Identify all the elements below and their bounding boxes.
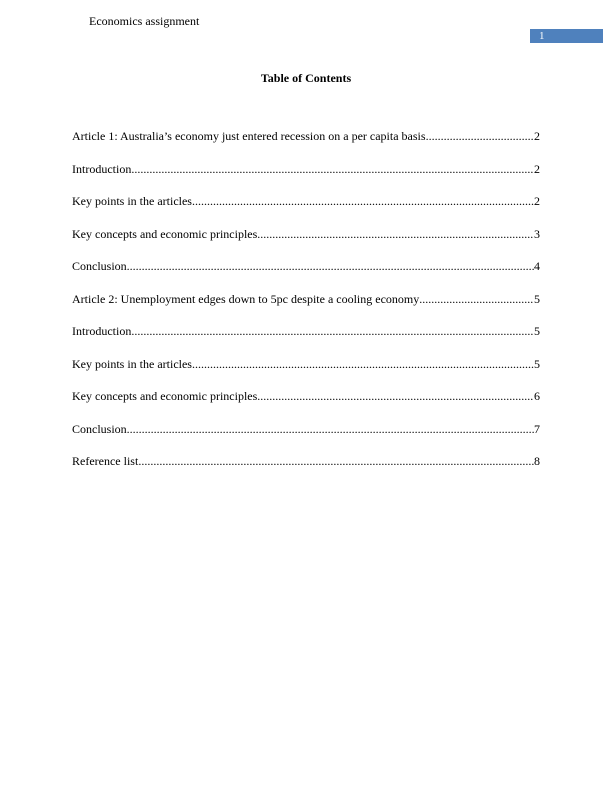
header-title: Economics assignment — [89, 14, 200, 28]
toc-entry-conclusion-1[interactable] — [72, 259, 540, 292]
toc-entry-title: Key points in the articles — [72, 194, 192, 208]
toc-entry-page: 2 — [534, 161, 540, 176]
toc-entry-page: 7 — [534, 421, 540, 436]
toc-entry-article-1[interactable] — [72, 129, 540, 162]
toc-heading: Table of Contents — [260, 71, 352, 85]
toc-dot-leader — [138, 454, 534, 469]
toc-entry-page: 5 — [534, 324, 540, 338]
toc-entry-page: 4 — [534, 259, 540, 273]
toc-entry-title: Conclusion — [72, 259, 127, 273]
toc-dot-leader — [257, 389, 534, 404]
toc-entry-key-points-1[interactable] — [72, 194, 540, 227]
toc-entry-title: Key concepts and economic principles — [72, 226, 258, 241]
toc-entry-title: Conclusion — [72, 421, 127, 436]
toc-entry-key-concepts-1[interactable] — [72, 227, 540, 260]
toc-entry-title: Introduction — [72, 324, 132, 338]
toc-entry-title: Article 1: Australia’s economy just entered recession on a per capita basis — [72, 129, 426, 143]
toc-entry-page: 3 — [534, 226, 540, 241]
toc-entry-page: 5 — [534, 356, 540, 371]
toc-entry-title: Article 2: Unemployment edges down to 5pc despite a cooling economy — [72, 291, 420, 306]
toc-dot-leader — [419, 292, 534, 307]
toc-dot-leader — [192, 357, 534, 372]
toc-entry-article-2[interactable] — [72, 292, 540, 325]
toc-dot-leader — [131, 324, 534, 339]
toc-entry-title: Key points in the articles — [72, 356, 192, 371]
toc-entry-page: 8 — [534, 454, 540, 468]
toc-entry-page: 2 — [534, 129, 540, 143]
toc-entry-reference-list[interactable] — [72, 454, 540, 487]
toc-entry-key-concepts-2[interactable] — [72, 389, 540, 422]
toc-list — [72, 129, 540, 487]
toc-dot-leader — [131, 162, 534, 177]
toc-entry-page: 2 — [534, 194, 540, 208]
toc-entry-page: 5 — [534, 291, 540, 306]
toc-dot-leader — [426, 129, 534, 144]
toc-entry-conclusion-2[interactable] — [72, 422, 540, 455]
toc-dot-leader — [192, 194, 534, 209]
toc-entry-title: Reference list — [72, 454, 139, 468]
toc-entry-page: 6 — [534, 389, 540, 403]
toc-entry-introduction-1[interactable] — [72, 162, 540, 195]
toc-entry-title: Introduction — [72, 161, 132, 176]
toc-entry-key-points-2[interactable] — [72, 357, 540, 390]
toc-entry-title: Key concepts and economic principles — [72, 389, 258, 403]
toc-dot-leader — [257, 227, 534, 242]
toc-dot-leader — [127, 259, 534, 274]
toc-entry-introduction-2[interactable] — [72, 324, 540, 357]
toc-dot-leader — [127, 422, 534, 437]
page-number-badge: 1 — [530, 29, 603, 43]
